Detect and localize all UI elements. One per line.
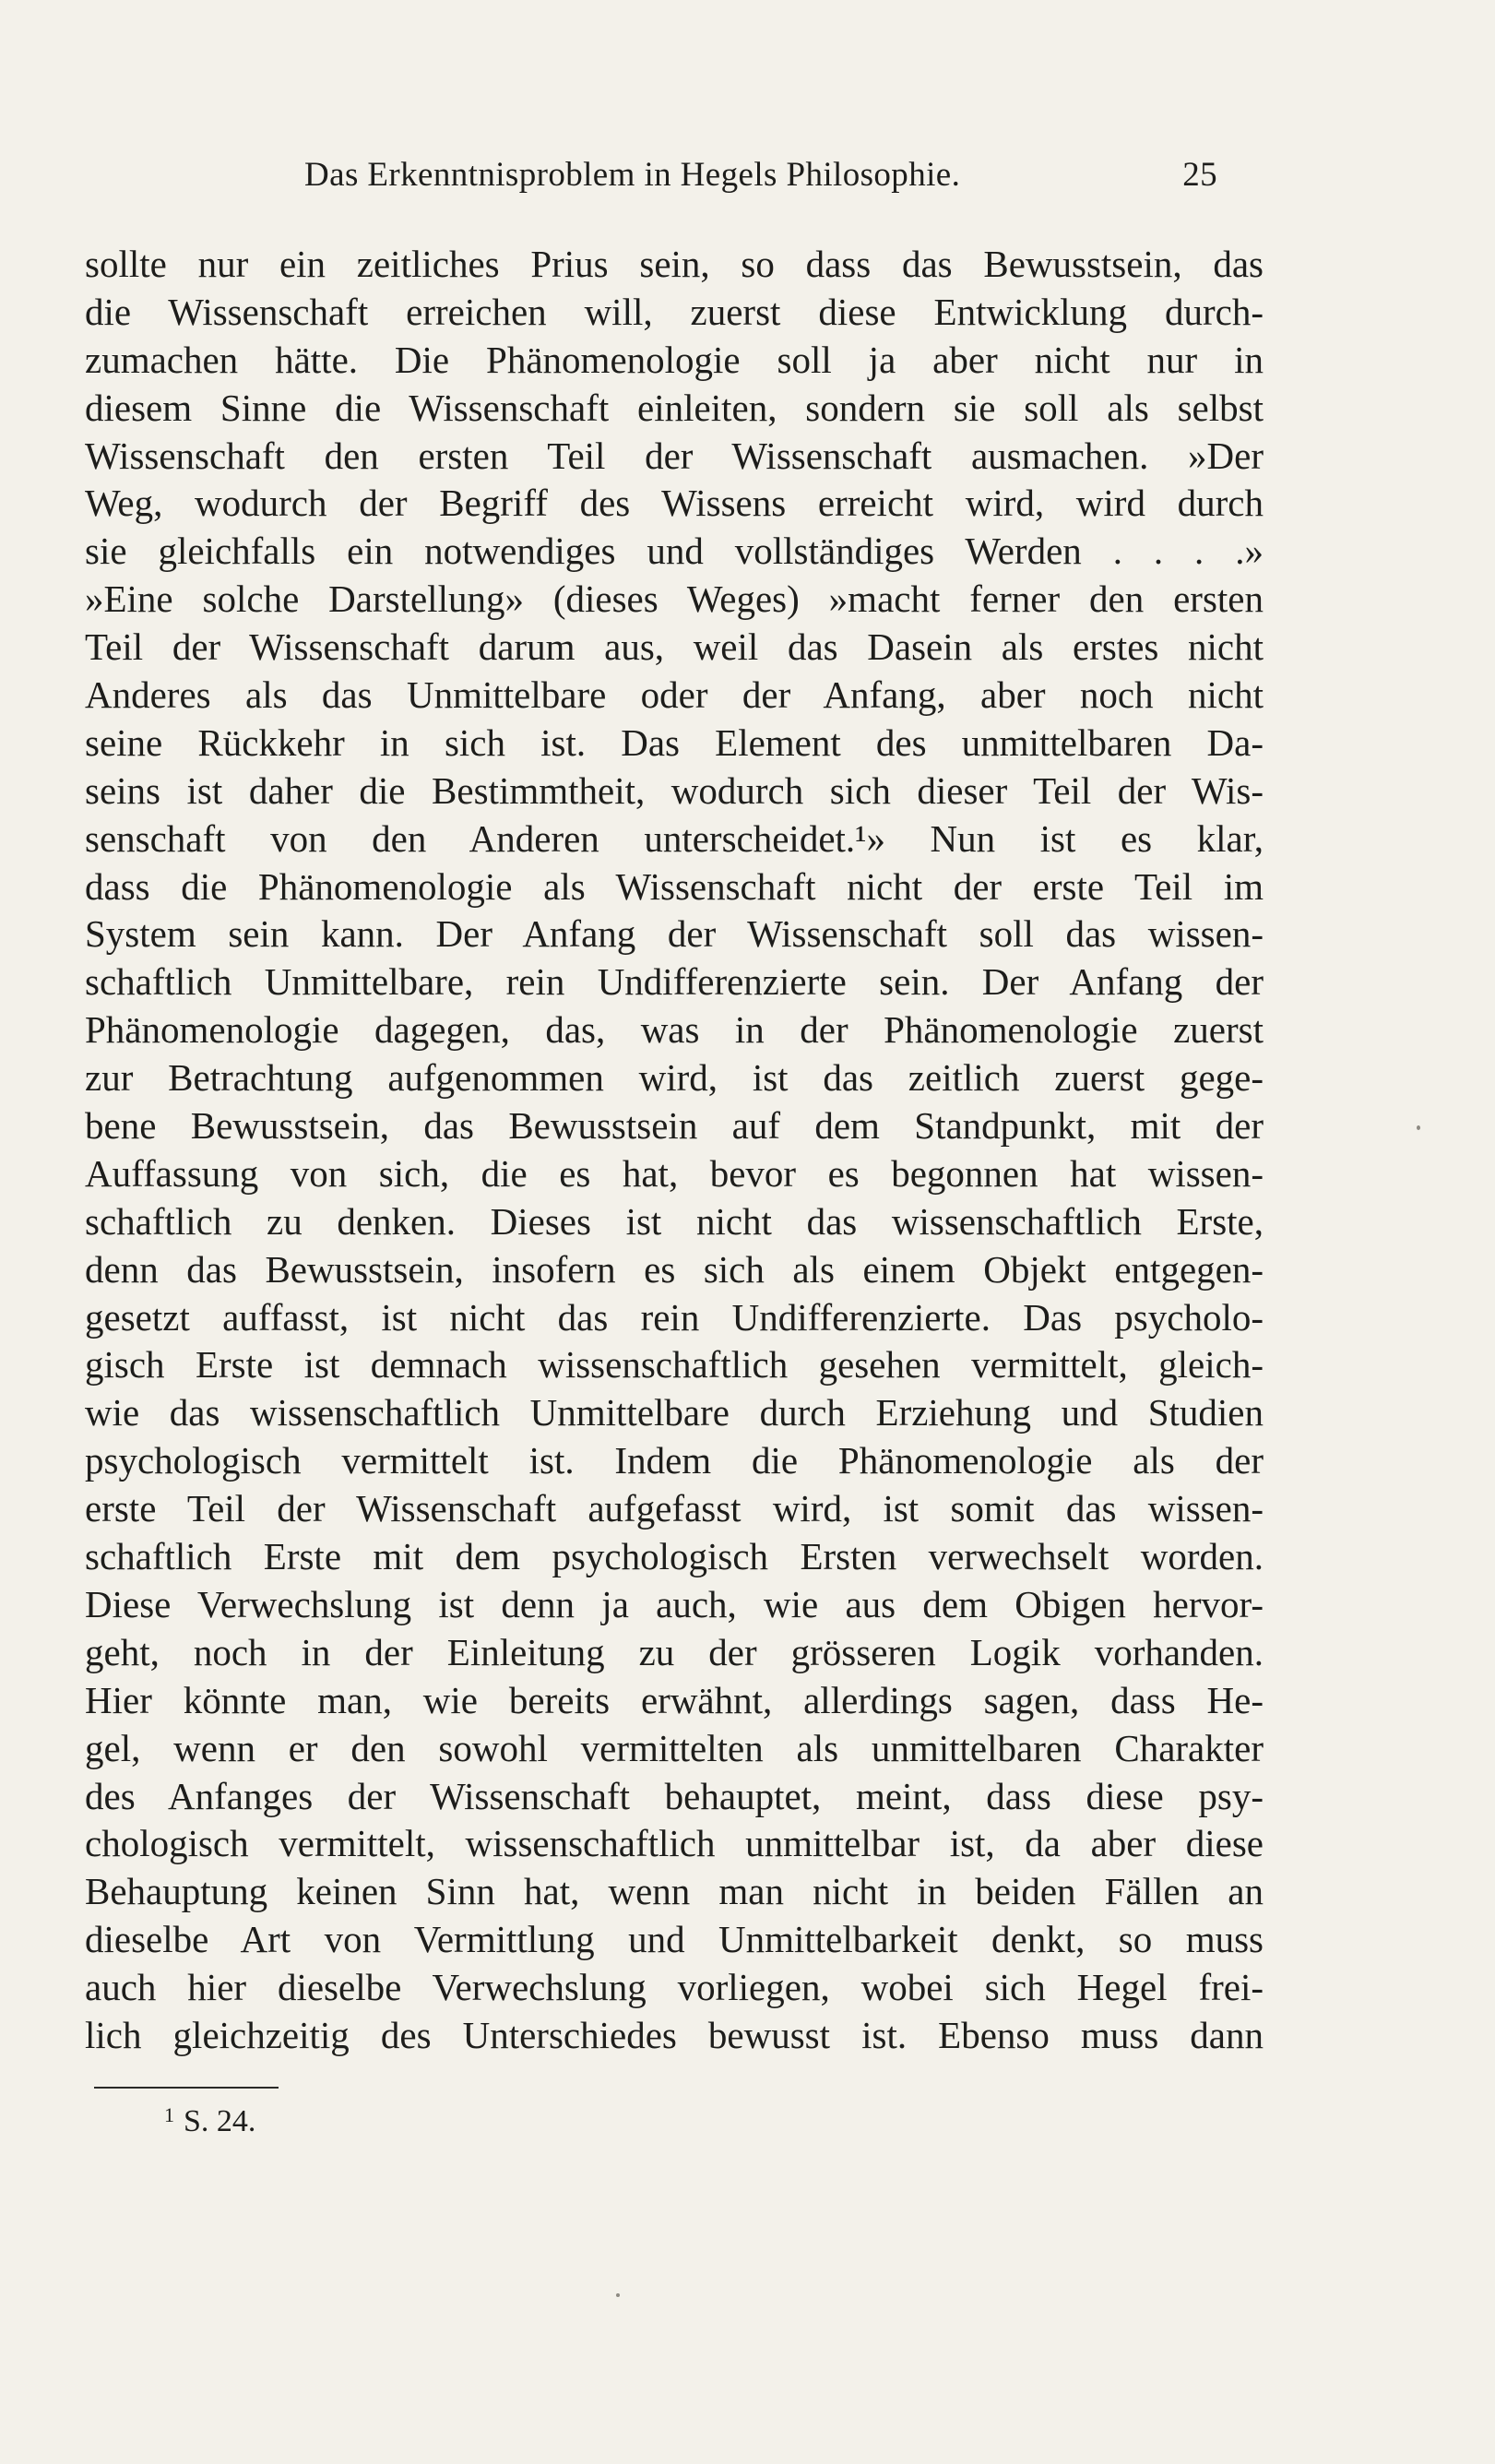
text-line: sollte nur ein zeitliches Prius sein, so dass das Bewusstsein, das [85,243,1264,285]
text-line: Hier könnte man, wie bereits erwähnt, allerdings sagen, dass He- [85,1678,1264,1721]
footnote [164,2103,255,2139]
text-line: Anderes als das Unmittelbare oder der Anfang, aber noch nicht [85,673,1264,717]
text-line: schaftlich Erste mit dem psychologisch Ersten verwechselt worden. [85,1535,1264,1578]
footnote-text: S. 24. [184,2104,256,2138]
text-line: Teil der Wissenschaft darum aus, weil das Dasein als erstes nicht [85,625,1264,669]
text-line: auch hier dieselbe Verwechslung vorliegen, wobei sich Hegel frei- [85,1966,1264,2009]
footnote-rule [94,2087,279,2089]
text-line: Phänomenologie dagegen, das, was in der Phänomenologie zuerst [85,1008,1264,1052]
text-line: psychologisch vermittelt ist. Indem die Phänomenologie als der [85,1439,1264,1482]
text-line: zumachen hätte. Die Phänomenologie soll ja aber nicht nur in [85,338,1264,381]
text-line: erste Teil der Wissenschaft aufgefasst wird, ist somit das wissen- [85,1487,1264,1530]
running-head [304,155,1217,201]
text-line: seine Rückkehr in sich ist. Das Element des unmittelbaren Da- [85,720,1264,764]
print-speck [616,2293,620,2297]
text-line: gesetzt auffasst, ist nicht das rein Undifferenzierte. Das psycholo- [85,1295,1264,1339]
text-line: schaftlich Unmittelbare, rein Undifferenzierte sein. Der Anfang der [85,960,1264,1004]
text-line: diesem Sinne die Wissenschaft einleiten, sondern sie soll als selbst [85,386,1264,429]
text-line: sie gleichfalls ein notwendiges und vollständiges Werden . . . .» [85,530,1264,573]
print-speck [1417,1125,1420,1130]
running-title: Das Erkenntnisproblem in Hegels Philosophie. [304,156,961,194]
text-line: schaftlich zu denken. Dieses ist nicht das wissenschaftlich Erste, [85,1199,1264,1243]
text-line: seins ist daher die Bestimmtheit, wodurch sich dieser Teil der Wis- [85,768,1264,812]
text-line: chologisch vermittelt, wissenschaftlich unmittelbar ist, da aber diese [85,1822,1264,1865]
text-line: senschaft von den Anderen unterscheidet.¹» Nun ist es klar, [85,816,1264,860]
text-line: Diese Verwechslung ist denn ja auch, wie aus dem Obigen hervor- [85,1582,1264,1625]
text-line: »Eine solche Darstellung» (dieses Weges) »macht ferner den ersten [85,577,1264,621]
text-line: wie das wissenschaftlich Unmittelbare durch Erziehung und Studien [85,1391,1264,1434]
text-line: des Anfanges der Wissenschaft behauptet, meint, dass diese psy- [85,1774,1264,1817]
text-line: die Wissenschaft erreichen will, zuerst diese Entwicklung durch- [85,290,1264,333]
text-line: gel, wenn er den sowohl vermittelten als unmittelbaren Charakter [85,1726,1264,1769]
text-line: Wissenschaft den ersten Teil der Wissenschaft ausmachen. »Der [85,434,1264,477]
text-line: bene Bewusstsein, das Bewusstsein auf dem Standpunkt, mit der [85,1104,1264,1148]
text-line: Behauptung keinen Sinn hat, wenn man nicht in beiden Fällen an [85,1870,1264,1913]
text-line: Weg, wodurch der Begriff des Wissens erreicht wird, wird durch [85,482,1264,525]
text-line: denn das Bewusstsein, insofern es sich als einem Objekt entgegen- [85,1247,1264,1291]
text-line: gisch Erste ist demnach wissenschaftlich gesehen vermittelt, gleich- [85,1343,1264,1387]
text-line: dass die Phänomenologie als Wissenschaft nicht der erste Teil im [85,864,1264,908]
text-line: System sein kann. Der Anfang der Wissenschaft soll das wissen- [85,912,1264,956]
text-line: dieselbe Art von Vermittlung und Unmittelbarkeit denkt, so muss [85,1918,1264,1961]
footnote-marker: 1 [164,2103,174,2126]
text-line: Auffassung von sich, die es hat, bevor es begonnen hat wissen- [85,1151,1264,1195]
page-number: 25 [1182,156,1217,194]
text-line: geht, noch in der Einleitung zu der grösseren Logik vorhanden. [85,1630,1264,1673]
text-line: lich gleichzeitig des Unterschiedes bewusst ist. Ebenso muss dann [85,2013,1264,2056]
body-text [85,241,1264,2060]
text-line: zur Betrachtung aufgenommen wird, ist das zeitlich zuerst gege- [85,1056,1264,1100]
